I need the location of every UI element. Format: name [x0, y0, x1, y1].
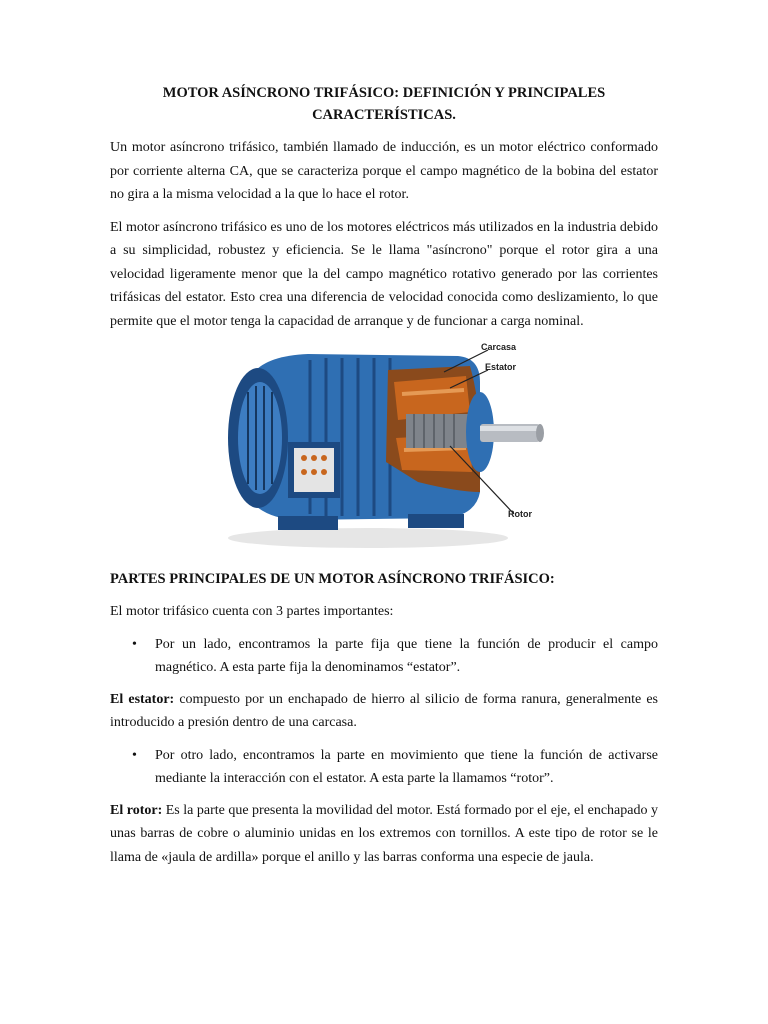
section-intro: El motor trifásico cuenta con 3 partes importantes:	[110, 604, 394, 619]
rotor-paragraph	[110, 799, 658, 870]
bullet-marker: •	[132, 747, 137, 763]
bullet-text-estator: Por un lado, encontramos la parte fija que tiene la función de producir el campo magnético. A esta parte fija la denominamos “estator”.	[155, 636, 658, 675]
list-item	[110, 633, 658, 680]
motor-illustration	[218, 342, 550, 556]
list-item	[110, 744, 658, 791]
estator-text: compuesto por un enchapado de hierro al silicio de forma ranura, generalmente es introducido a presión dentro de una carcasa.	[110, 691, 658, 730]
title-line-1: MOTOR ASÍNCRONO TRIFÁSICO: DEFINICIÓN Y PRINCIPALES	[162, 85, 606, 101]
motor-cutaway-figure	[110, 342, 658, 556]
estator-paragraph	[110, 688, 658, 735]
section-heading: PARTES PRINCIPALES DE UN MOTOR ASÍNCRONO TRIFÁSICO:	[110, 571, 555, 587]
figure-label-estator: Estator	[485, 362, 517, 372]
intro-paragraph: Un motor asíncrono trifásico, también llamado de inducción, es un motor eléctrico conformado por corriente alterna CA, que se caracteriza porque el campo magnético de la bobina del estator no gira a la misma velocidad a la que lo hace el rotor.	[110, 140, 658, 202]
document-page	[110, 82, 658, 878]
bullet-text-rotor: Por otro lado, encontramos la parte en movimiento que tiene la función de activarse mediante la interacción con el estator. A esta parte la llamamos “rotor”.	[155, 747, 658, 786]
document-title	[110, 82, 658, 126]
parts-list-1	[110, 633, 658, 680]
second-paragraph: El motor asíncrono trifásico es uno de los motores eléctricos más utilizados en la industria debido a su simplicidad, robustez y eficiencia. Se le llama "asíncrono" porque el rotor gira a una velocidad ligeramente menor que la del campo magnético rotativo generado por las corrientes trifásicas del estator. Esto crea una diferencia de velocidad conocida como deslizamiento, lo que permite que el motor tenga la capacidad de arranque y de funcionar a carga nominal.	[110, 219, 658, 329]
rotor-label: El rotor:	[110, 802, 163, 818]
figure-label-carcasa: Carcasa	[481, 342, 517, 352]
title-line-2: CARACTERÍSTICAS.	[312, 107, 456, 123]
figure-label-rotor: Rotor	[508, 509, 532, 519]
rotor-text: Es la parte que presenta la movilidad del motor. Está formado por el eje, el enchapado y unas barras de cobre o aluminio unidas en los extremos con tornillos. A este tipo de rotor se le llama de «jaula de ardilla» porque el anillo y las barras conforma una especie de jaula.	[110, 802, 658, 865]
bullet-marker: •	[132, 636, 137, 652]
estator-label: El estator:	[110, 691, 175, 707]
parts-list-2	[110, 744, 658, 791]
